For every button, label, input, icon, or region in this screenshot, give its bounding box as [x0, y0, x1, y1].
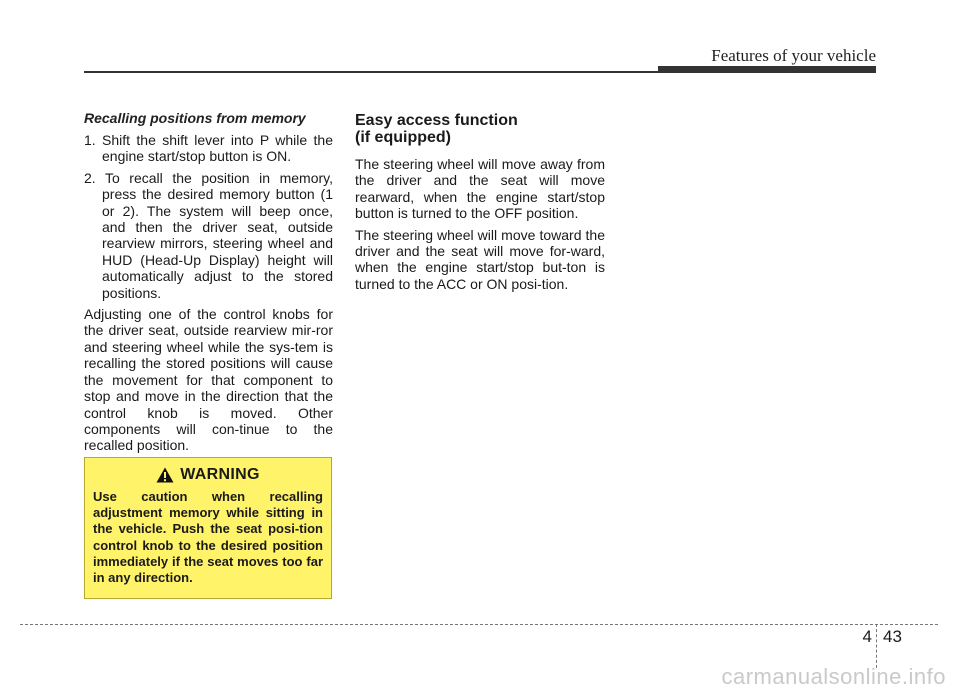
section-title — [355, 112, 605, 146]
step-item: 1. Shift the shift lever into P while the engine start/stop button is ON. — [84, 132, 333, 165]
warning-triangle-icon — [156, 467, 174, 483]
page-number-divider — [876, 624, 877, 668]
header-rule-accent — [658, 66, 876, 73]
section-title-line2: (if equipped) — [355, 129, 451, 146]
step-item: 2. To recall the position in memory, press the desired memory button (1 or 2). The system will beep once, and then the driver seat, outside rearview mirrors, steering wheel and HUD (Head-Up Display) height will automatically adjust to the stored positions. — [84, 169, 333, 301]
body-paragraph: The steering wheel will move away from the driver and the seat will move rearward, when the engine start/stop button is turned to the OFF position. — [355, 156, 605, 222]
page-number: 43 — [883, 627, 902, 646]
warning-header — [93, 466, 323, 484]
header-title: Features of your vehicle — [711, 46, 876, 65]
footer-rule — [20, 624, 938, 625]
warning-title: WARNING — [180, 466, 260, 483]
body-paragraph: The steering wheel will move toward the driver and the seat will move for-ward, when the engine start/stop but-ton is turned to the ACC or ON posi-tion. — [355, 226, 605, 292]
section-subheading: Recalling positions from memory — [84, 110, 306, 126]
chapter-number: 4 — [862, 627, 872, 646]
left-column — [84, 110, 333, 459]
watermark: carmanualsonline.info — [721, 664, 946, 689]
header-rule — [84, 71, 660, 73]
warning-text: Use caution when recalling adjustment memory while sitting in the vehicle. Push the seat posi-tion control knob to the desired position immediately if the seat moves too far in any direction. — [93, 489, 323, 586]
warning-box — [84, 457, 332, 599]
steps-list — [84, 132, 333, 301]
right-column — [355, 112, 605, 297]
body-paragraph: Adjusting one of the control knobs for the driver seat, outside rearview mir-ror and steering wheel while the sys-tem is recalling the stored positions will cause the movement for that component to stop and move in the direction that the control knob is moved. Other components will con-tinue to the recalled position. — [84, 306, 333, 454]
section-title-line1: Easy access function — [355, 112, 518, 129]
